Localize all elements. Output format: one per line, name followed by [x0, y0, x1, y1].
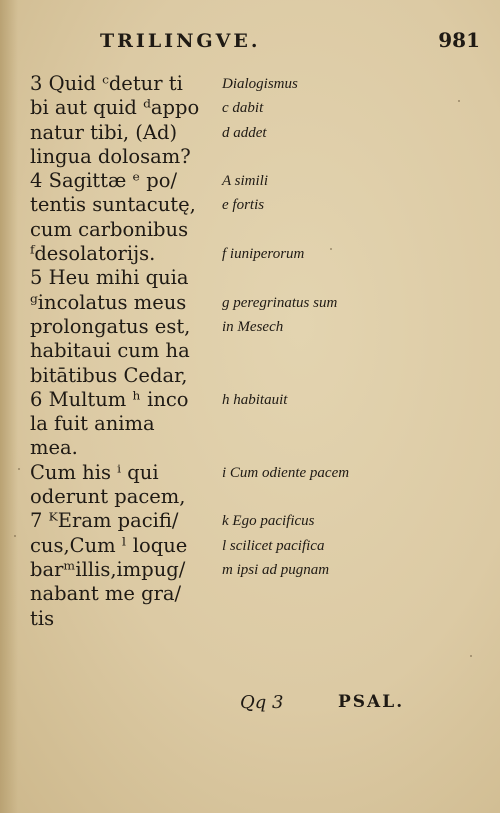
- text-line: prolongatus est,: [30, 314, 191, 338]
- text-line: tis: [30, 606, 55, 630]
- paper-speck: [14, 535, 16, 537]
- text-line: natur tibi, (Ad): [30, 120, 178, 144]
- gloss-line: [222, 339, 482, 363]
- gloss-line: m ipsi ad pugnam: [222, 561, 330, 578]
- paper-speck: [330, 248, 332, 250]
- gloss-line: Dialogismus: [222, 76, 298, 92]
- page-gutter-shadow: [0, 0, 18, 813]
- marginal-gloss-column: [222, 72, 482, 631]
- gloss-line: f iuniperorum: [222, 246, 305, 263]
- text-line: 6 Multum ʰ inco: [30, 387, 189, 411]
- gloss-line: in Mesech: [222, 318, 284, 335]
- gloss-line: [222, 266, 482, 290]
- signature-mark: Qq 3: [240, 692, 284, 713]
- text-line: Cum his ⁱ qui: [30, 460, 159, 484]
- page-footer: [240, 692, 480, 720]
- paper-speck: [18, 468, 20, 470]
- gloss-line: [222, 485, 482, 509]
- text-line: cus,Cum ˡ loque: [30, 533, 188, 557]
- text-line: 7 ᴷEram pacifi/: [30, 509, 179, 533]
- gloss-line: A simili: [222, 173, 268, 190]
- page-number: 981: [438, 28, 480, 52]
- paper-speck: [458, 100, 460, 102]
- page-header: [100, 30, 480, 58]
- text-line: la fuit anima: [30, 412, 155, 436]
- text-line: 4 Sagittæ ᵉ po/: [30, 169, 178, 193]
- text-line: 5 Heu mihi quia: [30, 266, 189, 290]
- text-line: lingua dolosam?: [30, 144, 191, 168]
- catchword: PSAL.: [338, 692, 405, 712]
- text-line: habitaui cum ha: [30, 339, 190, 363]
- text-line: ᵍincolatus meus: [30, 290, 187, 314]
- gloss-line: h habitauit: [222, 391, 288, 408]
- gloss-line: [222, 436, 482, 460]
- gloss-line: d addet: [222, 124, 267, 141]
- text-line: ᶠdesolatorijs.: [30, 242, 156, 266]
- gloss-line: [222, 364, 482, 388]
- gloss-line: k Ego pacificus: [222, 513, 315, 530]
- gloss-line: e fortis: [222, 197, 265, 214]
- gloss-line: l scilicet pacifica: [222, 537, 325, 554]
- running-head: TRILINGVE.: [100, 30, 261, 52]
- gloss-line: [222, 582, 482, 606]
- paper-speck: [470, 655, 472, 657]
- gloss-line: c dabit: [222, 100, 264, 117]
- text-line: bitātibus Cedar,: [30, 363, 188, 387]
- gloss-line: [222, 218, 482, 242]
- gloss-line: [222, 607, 482, 631]
- gloss-line: g peregrinatus sum: [222, 294, 338, 311]
- gloss-line: [222, 412, 482, 436]
- gloss-line: [222, 145, 482, 169]
- text-line: bi aut quid ᵈappo: [30, 96, 200, 120]
- text-line: nabant me gra/: [30, 582, 182, 606]
- text-line: barᵐillis,impug/: [30, 557, 186, 581]
- text-line: mea.: [30, 436, 78, 460]
- text-line: oderunt pacem,: [30, 485, 186, 509]
- text-line: 3 Quid ᶜdetur ti: [30, 72, 183, 95]
- gloss-line: i Cum odiente pacem: [222, 464, 350, 481]
- text-line: cum carbonibus: [30, 217, 189, 241]
- text-line: tentis suntacutę,: [30, 193, 196, 217]
- main-text-column: [30, 72, 218, 631]
